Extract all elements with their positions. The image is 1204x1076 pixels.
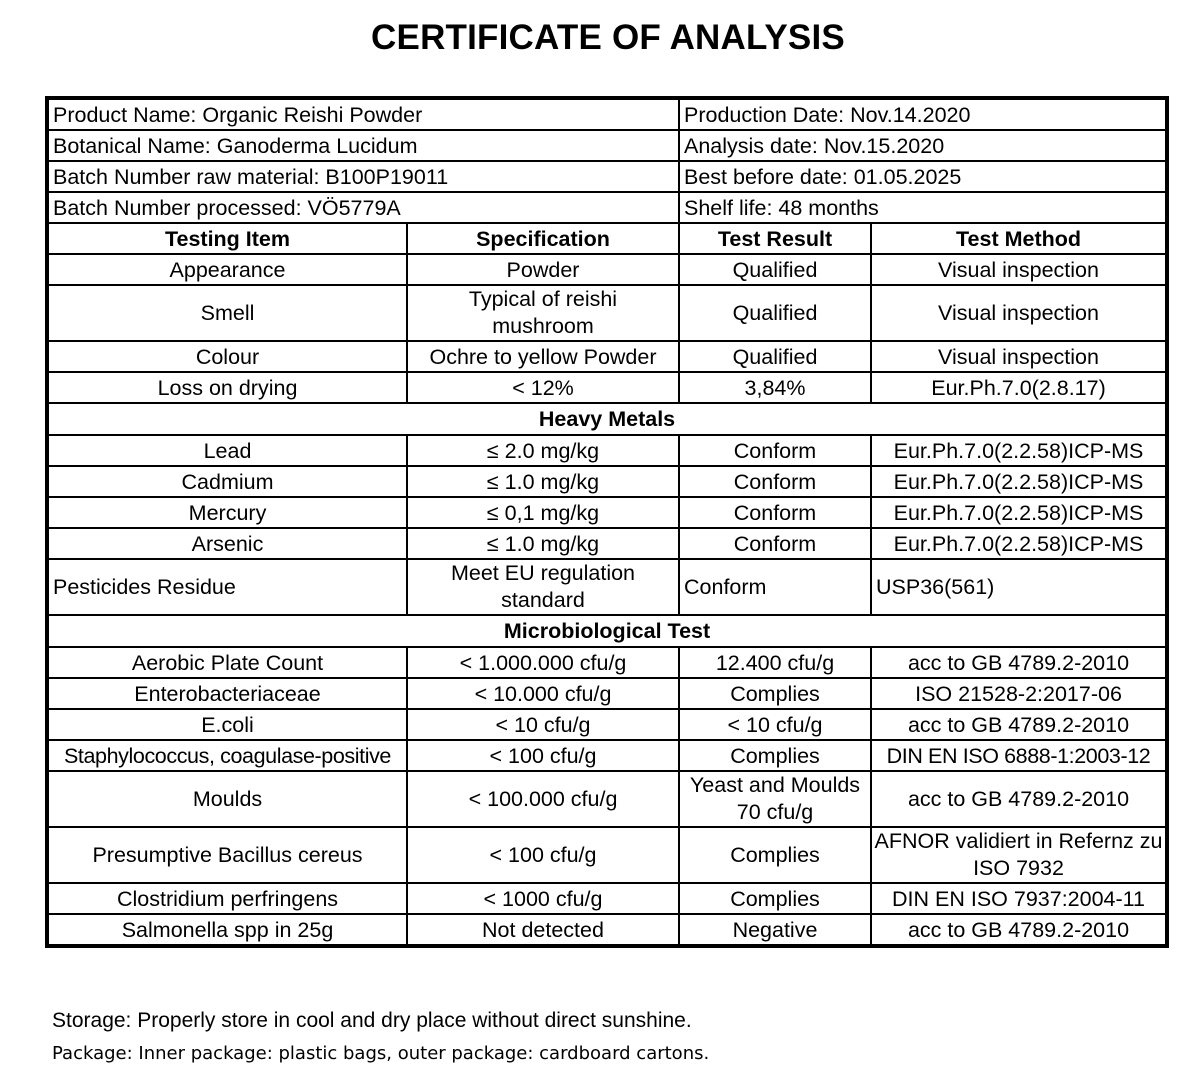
test-result: Conform (679, 497, 871, 528)
test-result: Yeast and Moulds 70 cfu/g (679, 771, 871, 827)
test-result: < 10 cfu/g (679, 709, 871, 740)
table-row (47, 883, 1167, 914)
test-method: USP36(561) (871, 559, 1167, 615)
testing-item: Moulds (47, 771, 407, 827)
test-result: Negative (679, 914, 871, 946)
specification: ≤ 0,1 mg/kg (407, 497, 679, 528)
testing-item: Colour (47, 341, 407, 372)
header-test-result: Test Result (679, 223, 871, 254)
test-result: Conform (679, 528, 871, 559)
test-method: acc to GB 4789.2-2010 (871, 709, 1167, 740)
specification: < 100.000 cfu/g (407, 771, 679, 827)
test-result: Complies (679, 827, 871, 883)
test-method: Visual inspection (871, 341, 1167, 372)
table-row (47, 528, 1167, 559)
test-result: Conform (679, 559, 871, 615)
test-method: Eur.Ph.7.0(2.2.58)ICP-MS (871, 435, 1167, 466)
table-row (47, 827, 1167, 883)
test-result: Conform (679, 435, 871, 466)
testing-item: Smell (47, 285, 407, 341)
table-row (47, 435, 1167, 466)
section-microbiological-test: Microbiological Test (47, 615, 1167, 647)
header-specification: Specification (407, 223, 679, 254)
testing-item: Aerobic Plate Count (47, 647, 407, 678)
shelf-life: Shelf life: 48 months (679, 192, 1167, 223)
table-row (47, 647, 1167, 678)
table-row (47, 254, 1167, 285)
testing-item: Lead (47, 435, 407, 466)
specification: ≤ 1.0 mg/kg (407, 466, 679, 497)
specification: Not detected (407, 914, 679, 946)
table-row (47, 914, 1167, 946)
test-method: acc to GB 4789.2-2010 (871, 914, 1167, 946)
specification: Ochre to yellow Powder (407, 341, 679, 372)
table-row (47, 678, 1167, 709)
info-row (47, 130, 1167, 161)
table-row (47, 497, 1167, 528)
specification: ≤ 2.0 mg/kg (407, 435, 679, 466)
section-row (47, 615, 1167, 647)
best-before-date: Best before date: 01.05.2025 (679, 161, 1167, 192)
storage-note: Storage: Properly store in cool and dry place without direct sunshine. (52, 1009, 692, 1032)
test-method: Eur.Ph.7.0(2.2.58)ICP-MS (871, 497, 1167, 528)
testing-item: Salmonella spp in 25g (47, 914, 407, 946)
testing-item: Presumptive Bacillus cereus (47, 827, 407, 883)
specification: Powder (407, 254, 679, 285)
analysis-table (45, 96, 1169, 948)
info-row (47, 192, 1167, 223)
production-date: Production Date: Nov.14.2020 (679, 98, 1167, 130)
section-row (47, 403, 1167, 435)
specification: < 10 cfu/g (407, 709, 679, 740)
testing-item: E.coli (47, 709, 407, 740)
batch-raw-material: Batch Number raw material: B100P19011 (47, 161, 679, 192)
specification: < 10.000 cfu/g (407, 678, 679, 709)
table-row (47, 559, 1167, 615)
test-result: Qualified (679, 254, 871, 285)
testing-item: Enterobacteriaceae (47, 678, 407, 709)
table-row (47, 466, 1167, 497)
package-note: Package: Inner package: plastic bags, outer package: cardboard cartons. (52, 1043, 710, 1064)
test-method: Eur.Ph.7.0(2.2.58)ICP-MS (871, 528, 1167, 559)
botanical-name: Botanical Name: Ganoderma Lucidum (47, 130, 679, 161)
test-method: acc to GB 4789.2-2010 (871, 647, 1167, 678)
table-row (47, 740, 1167, 771)
testing-item: Arsenic (47, 528, 407, 559)
table-row (47, 709, 1167, 740)
specification: ≤ 1.0 mg/kg (407, 528, 679, 559)
testing-item: Clostridium perfringens (47, 883, 407, 914)
test-result: 12.400 cfu/g (679, 647, 871, 678)
specification: < 1000 cfu/g (407, 883, 679, 914)
header-row (47, 223, 1167, 254)
test-result: Conform (679, 466, 871, 497)
testing-item: Pesticides Residue (47, 559, 407, 615)
section-heavy-metals: Heavy Metals (47, 403, 1167, 435)
test-method: DIN EN ISO 7937:2004-11 (871, 883, 1167, 914)
specification: < 100 cfu/g (407, 827, 679, 883)
document-title: CERTIFICATE OF ANALYSIS (371, 18, 845, 57)
header-test-method: Test Method (871, 223, 1167, 254)
specification: < 100 cfu/g (407, 740, 679, 771)
specification: Meet EU regulation standard (407, 559, 679, 615)
test-result: Complies (679, 883, 871, 914)
info-row (47, 161, 1167, 192)
test-result: Complies (679, 740, 871, 771)
batch-processed: Batch Number processed: VÖ5779A (47, 192, 679, 223)
test-result: Complies (679, 678, 871, 709)
test-method: AFNOR validiert in Refernz zu ISO 7932 (871, 827, 1167, 883)
test-method: acc to GB 4789.2-2010 (871, 771, 1167, 827)
specification: < 12% (407, 372, 679, 403)
test-method: Eur.Ph.7.0(2.8.17) (871, 372, 1167, 403)
test-result: 3,84% (679, 372, 871, 403)
header-testing-item: Testing Item (47, 223, 407, 254)
info-row (47, 98, 1167, 130)
testing-item: Loss on drying (47, 372, 407, 403)
test-result: Qualified (679, 341, 871, 372)
table-row (47, 372, 1167, 403)
product-name: Product Name: Organic Reishi Powder (47, 98, 679, 130)
testing-item: Mercury (47, 497, 407, 528)
test-method: Visual inspection (871, 285, 1167, 341)
test-method: Eur.Ph.7.0(2.2.58)ICP-MS (871, 466, 1167, 497)
test-method: Visual inspection (871, 254, 1167, 285)
testing-item: Appearance (47, 254, 407, 285)
testing-item: Staphylococcus, coagulase-positive (47, 740, 407, 771)
table-row (47, 341, 1167, 372)
table-row (47, 771, 1167, 827)
test-result: Qualified (679, 285, 871, 341)
test-method: ISO 21528-2:2017-06 (871, 678, 1167, 709)
specification: < 1.000.000 cfu/g (407, 647, 679, 678)
test-method: DIN EN ISO 6888-1:2003-12 (871, 740, 1167, 771)
analysis-date: Analysis date: Nov.15.2020 (679, 130, 1167, 161)
testing-item: Cadmium (47, 466, 407, 497)
specification: Typical of reishi mushroom (407, 285, 679, 341)
table-row (47, 285, 1167, 341)
